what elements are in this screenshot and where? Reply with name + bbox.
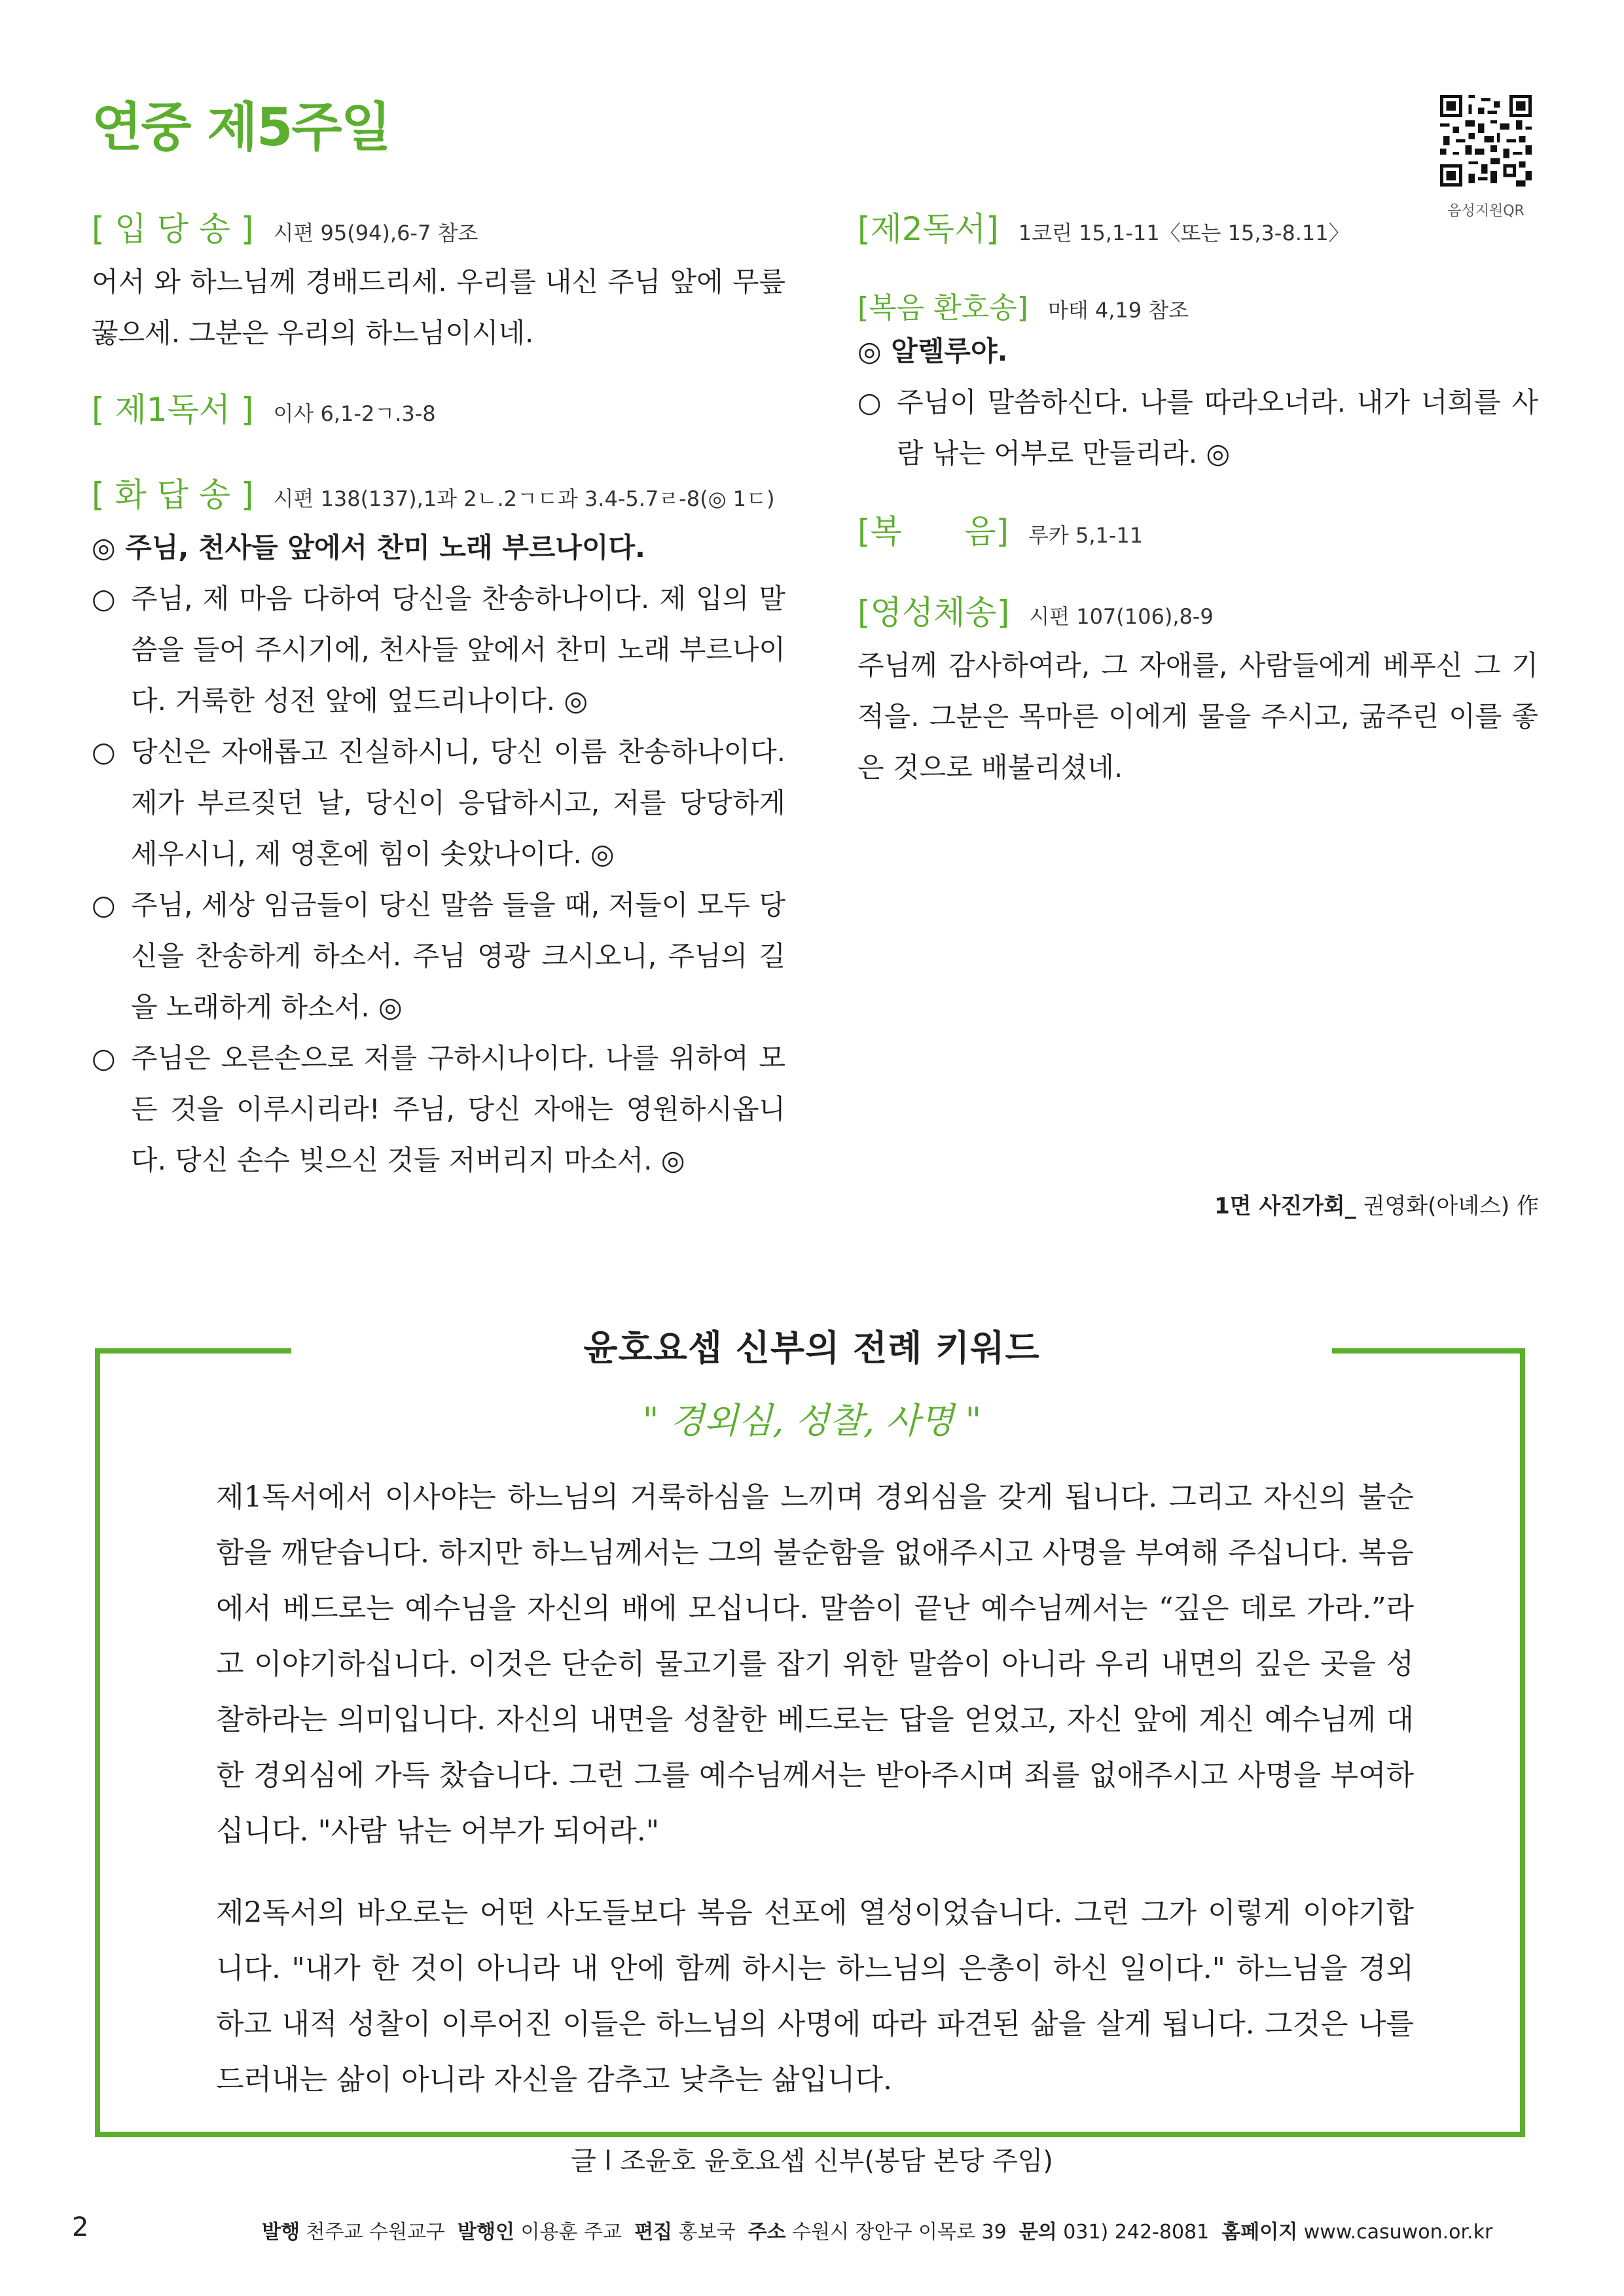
page-title: 연중 제5주일 [92, 97, 390, 158]
psalm-verse-text: 주님, 세상 임금들이 당신 말씀 들을 때, 저들이 모두 당신을 찬송하게 하소서. 주님 영광 크시오니, 주님의 길을 노래하게 하소서. ◎ [131, 889, 785, 1023]
page-number: 2 [72, 2212, 89, 2242]
keyword-box-title: 윤호요셉 신부의 전례 키워드 [583, 1327, 1040, 1369]
address: 수원시 장안구 이목로 39 [792, 2221, 1007, 2244]
acclamation-verse [857, 377, 1538, 479]
keyword-box-body [216, 1469, 1414, 2108]
psalm-verse [92, 573, 785, 726]
acclamation-heading [857, 284, 1538, 326]
psalm-verse [92, 726, 785, 880]
psalm-heading [92, 469, 785, 516]
photo-credit-label: 1면 사진가회_ [1214, 1193, 1356, 1219]
gospel-heading [857, 505, 1538, 552]
keyword-paragraph: 제1독서에서 이사야는 하느님의 거룩하심을 느끼며 경외심을 갖게 됩니다. 그리고 자신의 불순함을 깨닫습니다. 하지만 하느님께서는 그의 불순함을 없애주시고 사명을 부여해 주십니다. 복음에서 베드로는 예수님을 자신의 배에 모십니다. 말씀이 끝난 예수님께서는 “깊은 데로 가라.”라고 이야기하십니다. 이것은 단순히 물고기를 잡기 위한 말씀이 아니라 우리 내면의 깊은 곳을 성찰하라는 의미입니다. 자신의 내면을 성찰한 베드로는 답을 얻었고, 자신 앞에 계신 예수님께 대한 경외심에 가득 찼습니다. 그런 그를 예수님께서는 받아주시며 죄를 없애주시고 사명을 부여하십니다. "사람 낚는 어부가 되어라." [216, 1480, 1414, 1848]
communion-title: [영성체송] [857, 594, 1010, 632]
qr-label: 음성지원QR [1447, 203, 1525, 219]
communion-text: 주님께 감사하여라, 그 자애를, 사람들에게 베푸신 그 기적을. 그분은 목마른 이에게 물을 주시고, 굶주린 이를 좋은 것으로 배불리셨네. [857, 649, 1538, 783]
photo-credit-name: 권영화(아녜스) 作 [1363, 1193, 1539, 1219]
reading2-heading [857, 203, 1538, 250]
acclamation-verse-text: 주님이 말씀하신다. 나를 따라오너라. 내가 너희를 사람 낚는 어부로 만들리라. ◎ [897, 386, 1538, 469]
gospel-title: [복 음] [857, 512, 1009, 550]
editor-label: 편집 [634, 2221, 672, 2244]
acclamation-ref: 마태 4,19 참조 [1047, 298, 1189, 323]
acclamation-title: [복음 환호송] [857, 291, 1028, 325]
psalm-verse-text: 주님, 제 마음 다하여 당신을 찬송하나이다. 제 입의 말씀을 들어 주시기에, 천사들 앞에서 찬미 노래 부르나이다. 거룩한 성전 앞에 엎드리나이다. ◎ [131, 583, 785, 717]
entrance-title: [ 입 당 송 ] [92, 210, 254, 248]
psalm-verse-text: 주님은 오른손으로 저를 구하시나이다. 나를 위하여 모든 것을 이루시리라! 주님, 당신 자애는 영원하시옵니다. 당신 손수 빚으신 것들 저버리지 마소서. ◎ [131, 1042, 785, 1176]
psalm-verse-text: 당신은 자애롭고 진실하시니, 당신 이름 찬송하나이다. 제가 부르짖던 날, 당신이 응답하시고, 저를 당당하게 세우시니, 제 영혼에 힘이 솟았나이다. ◎ [131, 736, 785, 870]
psalm-ref: 시편 138(137),1과 2ㄴ.2ㄱㄷ과 3.4-5.7ㄹ-8(◎ 1ㄷ) [273, 486, 775, 511]
keyword-box-title-wrap [291, 1316, 1332, 1381]
communion-heading [857, 586, 1538, 634]
verse-bullet: ○ [92, 889, 116, 921]
qr-code-icon[interactable] [1440, 95, 1532, 187]
psalm-verse [92, 1033, 785, 1186]
footer [0, 2212, 1624, 2251]
publisher: 천주교 수원교구 [306, 2221, 445, 2244]
reading2-ref: 1코린 15,1-11〈또는 15,3-8.11〉 [1018, 221, 1350, 245]
psalm-response: ◎ 주님, 천사들 앞에서 찬미 노래 부르나이다. [92, 531, 646, 564]
contact-label: 문의 [1019, 2221, 1057, 2244]
homepage-link[interactable]: www.casuwon.or.kr [1303, 2221, 1493, 2244]
reading2-title: [제2독서] [857, 210, 999, 248]
verse-bullet: ○ [92, 583, 116, 615]
photo-credit [1214, 1188, 1539, 1220]
right-column [857, 203, 1538, 793]
entrance-heading [92, 203, 785, 250]
acclamation-response: ◎ 알렐루야. [857, 335, 1008, 367]
keyword-box-author: 글 l 조윤호 윤호요셉 신부(봉담 본당 주임) [571, 2146, 1053, 2176]
gospel-ref: 루카 5,1-11 [1028, 523, 1144, 548]
verse-bullet: ○ [92, 736, 116, 768]
keyword-paragraph: 제2독서의 바오로는 어떤 사도들보다 복음 선포에 열성이었습니다. 그런 그가 이렇게 이야기합니다. "내가 한 것이 아니라 내 안에 함께 하시는 하느님의 은총이 하신 일이다." 하느님을 경외하고 내적 성찰이 이루어진 이들은 하느님의 사명에 따라 파견된 삶을 살게 됩니다. 그것은 나를 드러내는 삶이 아니라 자신을 감추고 낮추는 삶입니다. [216, 1896, 1414, 2096]
address-label: 주소 [748, 2221, 786, 2244]
left-column [92, 203, 785, 1186]
verse-bullet: ○ [857, 386, 882, 418]
psalm-verse [92, 880, 785, 1033]
entrance-text: 어서 와 하느님께 경배드리세. 우리를 내신 주님 앞에 무릎 꿇으세. 그분은 우리의 하느님이시네. [92, 266, 785, 349]
communion-ref: 시편 107(106),8-9 [1029, 604, 1214, 629]
keyword-box-subtitle: " 경외심, 성찰, 사명 " [642, 1400, 982, 1441]
publisher-label: 발행 [262, 2221, 300, 2244]
verse-bullet: ○ [92, 1042, 116, 1074]
homepage-label: 홈페이지 [1221, 2221, 1298, 2244]
reading1-ref: 이사 6,1-2ㄱ.3-8 [273, 401, 436, 426]
reading1-title: [ 제1독서 ] [92, 391, 254, 429]
contact: 031) 242-8081 [1063, 2221, 1210, 2244]
psalm-title: [ 화 답 송 ] [92, 476, 254, 514]
issuer-label: 발행인 [458, 2221, 514, 2244]
issuer: 이용훈 주교 [520, 2221, 622, 2244]
editor: 홍보국 [678, 2221, 736, 2244]
reading1-heading [92, 384, 785, 431]
entrance-ref: 시편 95(94),6-7 참조 [273, 221, 478, 245]
footer-info [262, 2215, 1492, 2244]
